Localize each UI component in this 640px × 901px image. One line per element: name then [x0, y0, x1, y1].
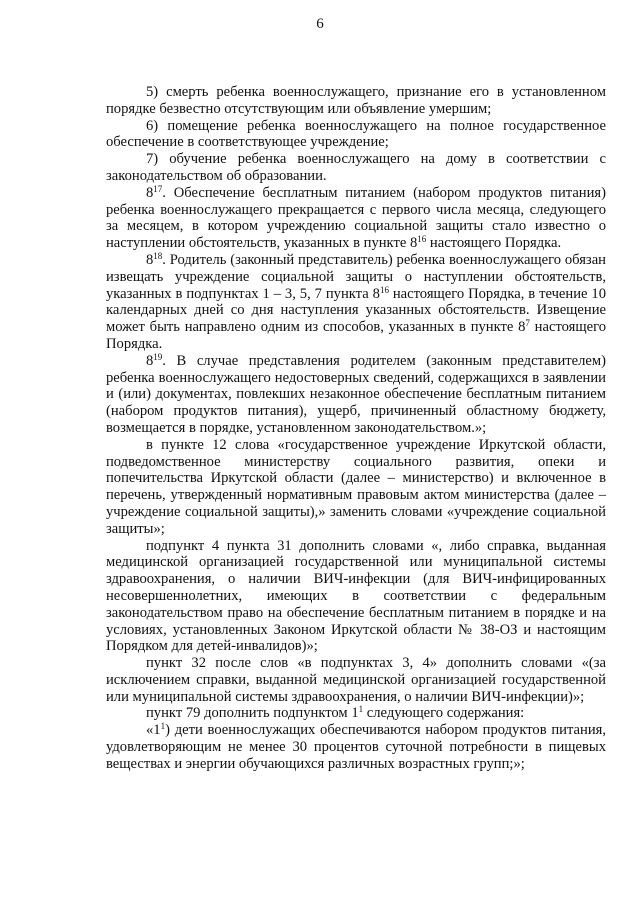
paragraph-subitem-7: 7) обучение ребенка военнослужащего на дому в соответствии с законодательством об образовании.	[106, 151, 606, 184]
paragraph-8-19: $8^{19}$. В случае представления родителем (законным представителем) ребенка военнослужащего недостоверных сведений, содержащихся в заявлении и (или) документах, повлекших незаконное обеспечение бесплатным питанием (набором продуктов питания), ущерб, причиненный областному бюджету, возмещается в порядке, установленном законодательством.»;	[106, 351, 606, 436]
document-body	[106, 84, 606, 773]
paragraph-subitem-5: 5) смерть ребенка военнослужащего, признание его в установленном порядке безвестно отсутствующим или объявление умершим;	[106, 84, 606, 117]
page-number: 6	[316, 16, 324, 32]
paragraph-subitem-6: 6) помещение ребенка военнослужащего на полное государственное обеспечение в соответствующее учреждение;	[106, 117, 606, 151]
paragraph-point-31: подпункт 4 пункта 31 дополнить словами «, либо справка, выданная медицинской организацией государственной или муниципальной системы здравоохранения, о наличии ВИЧ-инфекции (для ВИЧ-инфицированных несовершеннолетних, имеющих в соответствии с федеральным законодательством право на обеспечение бесплатным питанием в порядке и на условиях, установленных Законом Иркутской области № 38-ОЗ и настоящим Порядком для детей-инвалидов)»;	[106, 537, 606, 655]
paragraph-point-12: в пункте 12 слова «государственное учреждение Иркутской области, подведомственное министерству социального развития, опеки и попечительства Иркутской области (далее – министерство) и включенное в перечень, утвержденный нормативным правовым актом министерства (далее – учреждение социальной защиты),» заменить словами «учреждение социальной защиты»;	[106, 436, 606, 537]
paragraph-point-32: пункт 32 после слов «в подпунктах 3, 4» дополнить словами «(за исключением справки, выданной медицинской организацией государственной или муниципальной системы здравоохранения, о наличии ВИЧ-инфекции)»;	[106, 655, 606, 705]
paragraph-8-17: $8^{17}$. Обеспечение бесплатным питанием (набором продуктов питания) ребенка военнослужащего прекращается с первого числа месяца, следующего за месяцем, в котором учреждению социальной защиты стало известно о наступлении обстоятельств, указанных в пункте $8^{16}$ настоящего Порядка.	[106, 183, 606, 252]
paragraph-subitem-1-1: «$1^1$) дети военнослужащих обеспечиваются набором продуктов питания, удовлетворяющим не менее 30 процентов суточной потребности в пищевых веществах и энергии обучающихся различных возрастных групп;»;	[106, 721, 606, 772]
paragraph-point-79: пункт 79 дополнить подпунктом $1^1$ следующего содержания:	[146, 704, 525, 722]
paragraph-8-18: $8^{18}$. Родитель (законный представитель) ребенка военнослужащего обязан извещать учреждение социальной защиты о наступлении обстоятельств, указанных в подпунктах 1 – 3, 5, 7 пункта $8^{16}$ настоящего Порядка, в течение 10 календарных дней со дня наступления указанных обстоятельств. Извещение может быть направлено одним из способов, указанных в пункте $8^7$ настоящего Порядка.	[106, 250, 606, 352]
